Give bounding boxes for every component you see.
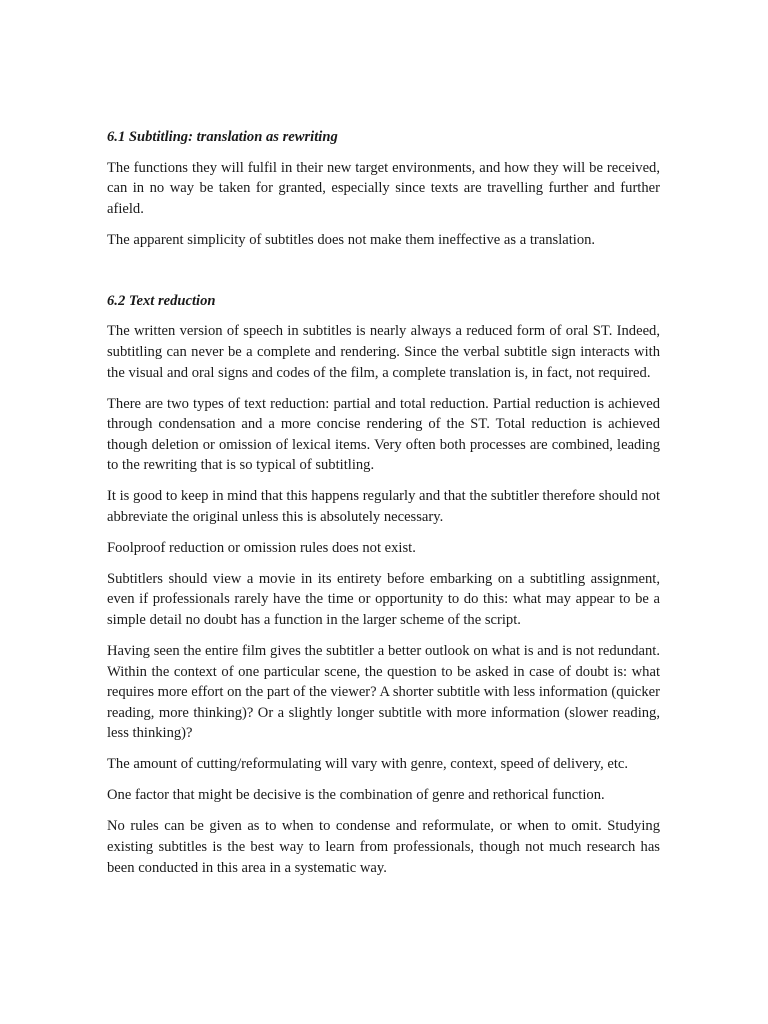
paragraph: Subtitlers should view a movie in its entirety before embarking on a subtitling assignment, even if professionals rarely have the time or opportunity to do this: what may appear to be a simple detail no doubt has a function in the larger scheme of the script.: [107, 570, 660, 629]
paragraph: One factor that might be decisive is the combination of genre and rethorical function.: [107, 787, 605, 804]
paragraph: There are two types of text reduction: partial and total reduction. Partial reduction is achieved through condensation and a more concise rendering of the ST. Total reduction is achieved though deletion or omission of lexical items. Very often both processes are combined, leading to the rewriting that is so typical of subtitling.: [107, 395, 660, 474]
paragraph: The functions they will fulfil in their new target environments, and how they will be received, can in no way be taken for granted, especially since texts are travelling further and further afield.: [107, 159, 660, 217]
paragraph: No rules can be given as to when to condense and reformulate, or when to omit. Studying existing subtitles is the best way to learn from professionals, though not much research has been conducted in this area in a systematic way.: [107, 818, 660, 876]
section-spacer: [107, 261, 660, 291]
paragraph: The apparent simplicity of subtitles does not make them ineffective as a translation.: [107, 231, 596, 248]
document-page: [107, 127, 660, 889]
paragraph: Having seen the entire film gives the subtitler a better outlook on what is and is not redundant. Within the context of one particular scene, the question to be asked in case of doubt is: what requires more effort on the part of the viewer? A shorter subtitle with less information (quicker reading, more thinking)? Or a slightly longer subtitle with more information (slower reading, less thinking)?: [107, 643, 660, 742]
section-heading: 6.2 Text reduction: [107, 292, 216, 309]
paragraph: The amount of cutting/reformulating will vary with genre, context, speed of delivery, etc.: [107, 756, 629, 773]
section-heading: 6.1 Subtitling: translation as rewriting: [107, 129, 338, 145]
paragraph: It is good to keep in mind that this happens regularly and that the subtitler therefore should not abbreviate the original unless this is absolutely necessary.: [107, 488, 660, 525]
paragraph: Foolproof reduction or omission rules does not exist.: [107, 539, 416, 556]
paragraph: The written version of speech in subtitles is nearly always a reduced form of oral ST. Indeed, subtitling can never be a complete and rendering. Since the verbal subtitle sign interacts with the visual and oral signs and codes of the film, a complete translation is, in fact, not required.: [107, 323, 660, 381]
